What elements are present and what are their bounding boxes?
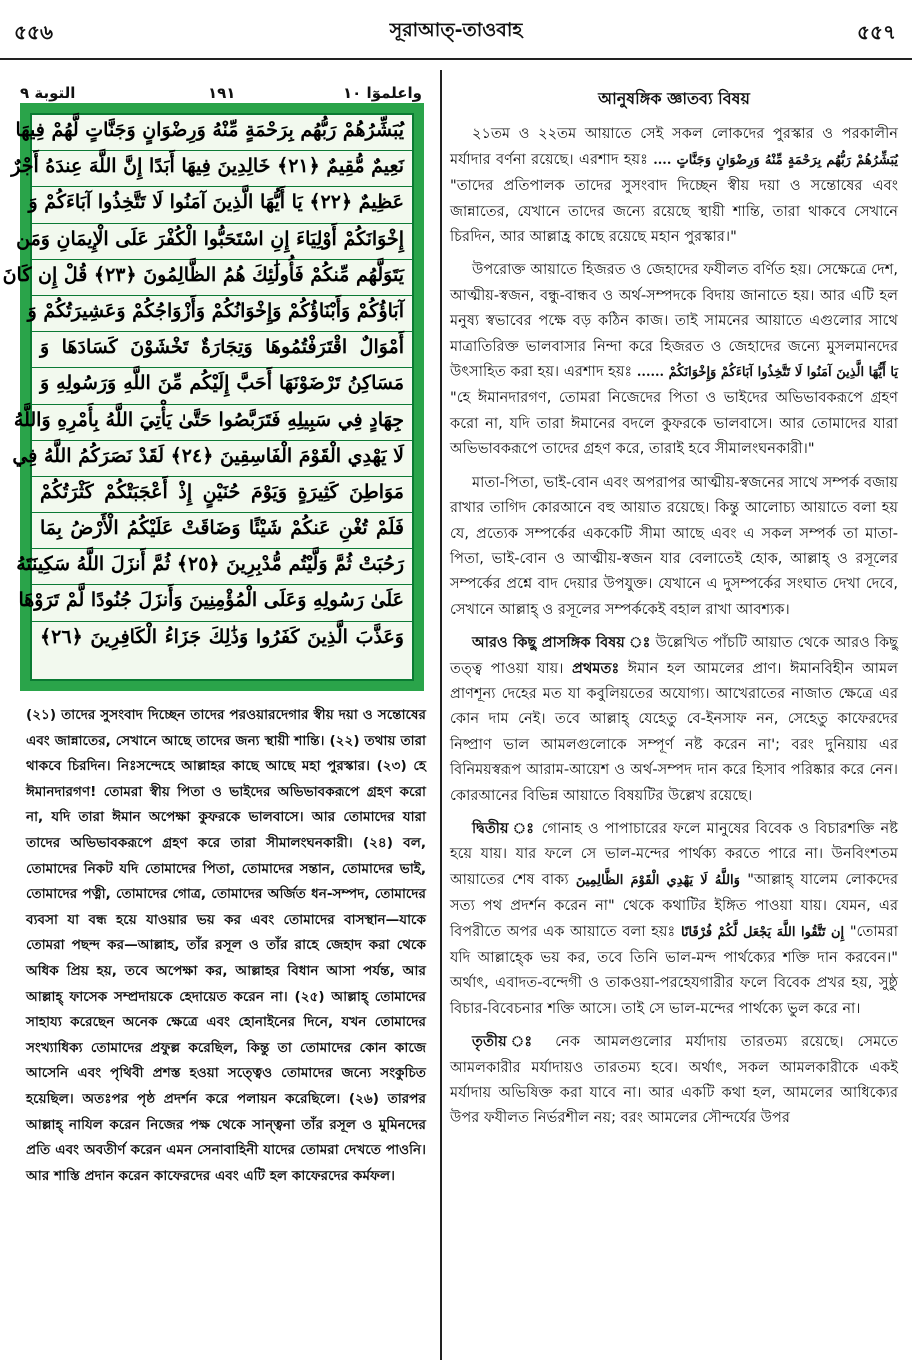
running-title: সূরাআত্-তাওবাহ xyxy=(389,19,523,41)
arabic-quote: يُبَشِّرُهُمْ رَبُّهُم بِرَحْمَةٍ مِّنْهُ وَرِضْوَانٍ وَجَنَّاتٍ .... xyxy=(653,152,898,168)
quran-line: وَعَذَّبَ الَّذِينَ كَفَرُوا وَذَٰلِكَ جَزَاءُ الْكَافِرِينَ ﴿٢٦﴾ xyxy=(40,625,404,648)
commentary-paragraph xyxy=(450,121,898,249)
quran-line: آبَاؤُكُمْ وَأَبْنَاؤُكُمْ وَإِخْوَانُكُمْ وَأَزْوَاجُكُمْ وَعَشِيرَتُكُمْ وَ xyxy=(32,296,412,332)
quran-line: يُبَشِّرُهُمْ رَبُّهُم بِرَحْمَةٍ مِّنْهُ وَرِضْوَانٍ وَجَنَّاتٍ لَّهُمْ فِيهَا xyxy=(32,115,412,151)
quran-line: نَعِيمٌ مُّقِيمٌ ﴿٢١﴾ خَالِدِينَ فِيهَا أَبَدًا إِنَّ اللَّهَ عِندَهُ أَجْرٌ xyxy=(32,151,412,187)
commentary-paragraph xyxy=(450,630,898,808)
mushaf-page-number: ١٩١ xyxy=(208,84,236,102)
commentary-column xyxy=(450,80,898,1139)
column-divider xyxy=(440,70,442,1360)
arabic-quote: إِن تَتَّقُوا اللَّهَ يَجْعَل لَّكُمْ فُرْقَانًا xyxy=(680,924,845,940)
quran-line: يَتَوَلَّهُم مِّنكُمْ فَأُولَٰئِكَ هُمُ الظَّالِمُونَ ﴿٢٣﴾ قُلْ إِن كَانَ xyxy=(32,260,412,296)
commentary-text: "তোমরা যদি আল্লাহ্কে ভয় কর, তবে তিনি ভাল-মন্দ পার্থক্যের শক্তি দান করবেন।" অর্থাৎ, এবাদত-বন্দেগী ও তাকওয়া-পরহেযগারীর ফলে বিবেক প্রখর হয়, সুষ্ঠু বিচার-বিবেচনার শক্তি আসে। তাই সে ভাল-মন্দের পার্থক্যে ভুল করে না। xyxy=(450,922,899,1017)
commentary-paragraph xyxy=(450,816,898,1021)
point-label: তৃতীয় ঃ xyxy=(472,1033,542,1051)
quran-line: مَوَاطِنَ كَثِيرَةٍ وَيَوْمَ حُنَيْنٍ إِذْ أَعْجَبَتْكُمْ كَثْرَتُكُمْ xyxy=(32,477,412,513)
quran-line: جِهَادٍ فِي سَبِيلِهِ فَتَرَبَّصُوا حَتَّىٰ يَأْتِيَ اللَّهُ بِأَمْرِهِ وَاللَّهُ xyxy=(32,405,412,441)
juz-label: واعلموٓا ١٠ xyxy=(343,84,422,102)
quran-line: عَلَىٰ رَسُولِهِ وَعَلَى الْمُؤْمِنِينَ وَأَنزَلَ جُنُودًا لَّمْ تَرَوْهَا xyxy=(32,585,412,621)
point-label: প্রথমতঃ xyxy=(572,659,620,677)
point-label: দ্বিতীয় ঃ xyxy=(472,819,536,837)
section-title: আনুষঙ্গিক জ্ঞাতব্য বিষয় xyxy=(598,89,750,108)
page-header xyxy=(0,0,912,60)
commentary-text: "আল্লাহ্ যালেম লোকদের সত্য পথ প্রদর্শন করেন না" থেকে কথাটির ইঙ্গিত পাওয়া যায়। যেমন, এর বিপরীতে অপর এক আয়াতে বলা হয়ঃ xyxy=(450,870,898,940)
quran-line: عَظِيمٌ ﴿٢٢﴾ يَا أَيُّهَا الَّذِينَ آمَنُوا لَا تَتَّخِذُوا آبَاءَكُمْ وَ xyxy=(32,187,412,223)
quran-text-panel xyxy=(2,113,414,681)
translation-text: (২১) তাদের সুসংবাদ দিচ্ছেন তাদের পরওয়ারদেগার স্বীয় দয়া ও সন্তোষের এবং জান্নাতের, সেখানে আছে তাদের জন্য স্থায়ী শান্তি। (২২) তথায় তারা থাকবে চিরদিন। নিঃসন্দেহে আল্লাহর কাছে আছে মহা পুরস্কার। (২৩) হে ঈমানদারগণ! তোমরা স্বীয় পিতা ও ভাইদের অভিভাবকরূপে গ্রহণ করো না, যদি তারা ঈমান অপেক্ষা কুফরকে ভালবাসে। আর তোমাদের যারা তাদের অভিভাবকরূপে গ্রহণ করে তারা সীমালংঘনকারী। (২৪) বল, তোমাদের নিকট যদি তোমাদের পিতা, তোমাদের সন্তান, তোমাদের ভাই, তোমাদের পত্নী, তোমাদের গোত্র, তোমাদের অর্জিত ধন-সম্পদ, তোমাদের ব্যবসা যা বন্ধ হয়ে যাওয়ার ভয় কর এবং তোমাদের বাসস্থান—যাকে তোমরা পছন্দ কর—আল্লাহ, তাঁর রসূল ও তাঁর রাহে জেহাদ করা থেকে অধিক প্রিয় হয়, তবে অপেক্ষা কর, আল্লাহর বিধান আসা পর্যন্ত, আর আল্লাহ্ ফাসেক সম্প্রদায়কে হেদায়েত করেন না। (২৫) আল্লাহ্ তোমাদের সাহায্য করেছেন অনেক ক্ষেত্রে এবং হোনাইনের দিনে, যখন তোমাদের সংখ্যাধিক্য তোমাদের প্রফুল্ল করেছিল, কিন্তু তা তোমাদের কোন কাজে আসেনি এবং পৃথিবী প্রশস্ত হওয়া সত্ত্বেও তোমাদের জন্যে সংকুচিত হয়েছিল। অতঃপর পৃষ্ঠ প্রদর্শন করে পলায়ন করেছিলে। (২৬) তারপর আল্লাহ্ নাযিল করেন নিজের পক্ষ থেকে সান্ত্বনা তাঁর রসূল ও মুমিনদের প্রতি এবং অবতীর্ণ করেন এমন সেনাবাহিনী যাদের তোমরা দেখতে পাওনি। আর শাস্তি প্রদান করেন কাফেরদের এবং এটি হল কাফেরদের কর্মফল। xyxy=(26,707,426,1184)
commentary-text: উল্লেখিত পাঁচটি আয়াত থেকে আরও কিছু তত্ত্ব পাওয়া যায়। xyxy=(450,634,898,677)
commentary-paragraph xyxy=(450,1029,898,1131)
quran-text-frame xyxy=(2,103,424,691)
quran-line: إِخْوَانَكُمْ أَوْلِيَاءَ إِنِ اسْتَحَبُّوا الْكُفْرَ عَلَى الْإِيمَانِ وَمَن xyxy=(32,224,412,260)
surah-label: التوبة ٩ xyxy=(20,84,76,102)
subsection-heading: আরও কিছু প্রাসঙ্গিক বিষয় ঃ xyxy=(472,634,651,652)
quran-line: فَلَمْ تُغْنِ عَنكُمْ شَيْئًا وَضَاقَتْ عَلَيْكُمُ الْأَرْضُ بِمَا xyxy=(32,513,412,549)
commentary-text: নেক আমলগুলোর মর্যাদায় তারতম্য রয়েছে। সেমতে আমলকারীর মর্যাদায়ও তারতম্য হবে। অর্থাৎ, সকল আমলকারীকে একই মর্যাদায় অভিষিক্ত করা যাবে না। আর একটি কথা হল, আমলের আধিক্যের উপর ফযীলত নির্ভরশীল নয়; বরং আমলের সৌন্দর্যের উপর xyxy=(450,1033,898,1127)
quran-line: رَحُبَتْ ثُمَّ وَلَّيْتُم مُّدْبِرِينَ ﴿٢٥﴾ ثُمَّ أَنزَلَ اللَّهُ سَكِينَتَهُ xyxy=(32,549,412,585)
commentary-text: "তাদের প্রতিপালক তাদের সুসংবাদ দিচ্ছেন স্বীয় দয়া ও সন্তোষের এবং জান্নাতের, যেখানে তাদের জন্যে রয়েছে স্থায়ী শান্তি, তারা থাকবে সেখানে চিরদিন, আর আল্লাহ্র কাছে রয়েছে মহান পুরস্কার।" xyxy=(450,177,898,246)
commentary-text: উপরোক্ত আয়াতে হিজরত ও জেহাদের ফযীলত বর্ণিত হয়। সেক্ষেত্রে দেশ, আত্মীয়-স্বজন, বন্ধু-বান্ধব ও অর্থ-সম্পদকে বিদায় জানাতে হয়। আর এটি হল মনুষ্য স্বভাবের পক্ষে বড় কঠিন কাজ। তাই সামনের আয়াতে এগুলোর সাথে মাত্রাতিরিক্ত ভালবাসার নিন্দা করে হিজরত ও জেহাদের জন্যে মুসলমানদের উৎসাহিত করা হয়। এরশাদ হয়ঃ xyxy=(450,261,898,381)
commentary-text: ২১তম ও ২২তম আয়াতে সেই সকল লোকদের পুরস্কার ও পরকালীন মর্যাদার বর্ণনা রয়েছে। এরশাদ হয়ঃ xyxy=(450,125,898,168)
commentary-paragraph: মাতা-পিতা, ভাই-বোন এবং অপরাপর আত্মীয়-স্বজনের সাথে সম্পর্ক বজায় রাখার তাগিদ কোরআনে বহু আয়াত রয়েছে। কিন্তু আলোচ্য আয়াতে বলা হয় যে, প্রত্যেক সম্পর্কের এককেটি সীমা আছে এবং এ সকল সম্পর্ক তা মাতা-পিতা, ভাই-বোন ও আত্মীয়-স্বজন যার বেলাতেই হোক, আল্লাহ্ ও রসূলের সম্পর্কের প্রশ্নে বাদ দেয়ার উপযুক্ত। যেখানে এ দুসম্পর্কের সংঘাত দেখা দেবে, সেখানে আল্লাহ্ ও রসূলের সম্পর্ককেই বহাল রাখা আবশ্যক। xyxy=(450,473,898,618)
commentary-paragraph xyxy=(450,257,898,461)
commentary-text: "হে ঈমানদারগণ, তোমরা নিজেদের পিতা ও ভাইদের অভিভাবকরূপে গ্রহণ করো না, যদি তারা ঈমানের বদলে কুফরকে ভালবাসে। আর তোমাদের যারা অভিভাবকরূপে তাদের গ্রহণ করে, তারাই হবে সীমালংঘনকারী।" xyxy=(450,389,898,458)
quran-line: مَسَاكِنُ تَرْضَوْنَهَا أَحَبَّ إِلَيْكُم مِّنَ اللَّهِ وَرَسُولِهِ وَ xyxy=(32,368,412,404)
page-number-right: ৫৫৭ xyxy=(857,20,896,44)
commentary-text: ঈমান হল আমলের প্রাণ। ঈমানবিহীন আমল প্রাণশূন্য দেহের মত যা কবুলিয়তের অযোগ্য। আখেরাতের নাজাত ক্ষেত্রে এর কোন দাম নেই। তবে আল্লাহ্ যেহেতু বে-ইনসাফ নন, সেহেতু কাফেরদের নিষ্প্রাণ ভাল আমলগুলোকে সম্পূর্ণ নষ্ট করেন না'; বরং দুনিয়ায় এর বিনিময়স্বরূপ আরাম-আয়েশ ও অর্থ-সম্পদ দান করে হিসাব পরিষ্কার করে নেন। কোরআনের বিভিন্ন আয়াতে বিষয়টির উল্লেখ রয়েছে। xyxy=(450,659,899,804)
arabic-quote: وَاللَّهُ لَا يَهْدِي الْقَوْمَ الظَّالِمِينَ xyxy=(575,872,740,888)
arabic-quote: يَا أَيُّهَا الَّذِينَ آمَنُوا لَا تَتَّخِذُوا آبَاءَكُمْ وَإِخْوَانَكُمْ ...... xyxy=(636,365,898,381)
page-number-left: ৫৫৬ xyxy=(14,20,53,44)
quran-line: أَمْوَالٌ اقْتَرَفْتُمُوهَا وَتِجَارَةٌ تَخْشَوْنَ كَسَادَهَا وَ xyxy=(32,332,412,368)
quran-line: لَا يَهْدِي الْقَوْمَ الْفَاسِقِينَ ﴿٢٤﴾ لَقَدْ نَصَرَكُمُ اللَّهُ فِي xyxy=(32,441,412,477)
commentary-text: গোনাহ ও পাপাচারের ফলে মানুষের বিবেক ও বিচারশক্তি নষ্ট হয়ে যায়। যার ফলে সে ভাল-মন্দের পার্থক্য করতে পারে না। উনবিংশতম আয়াতের শেষ বাক্য xyxy=(450,819,899,888)
